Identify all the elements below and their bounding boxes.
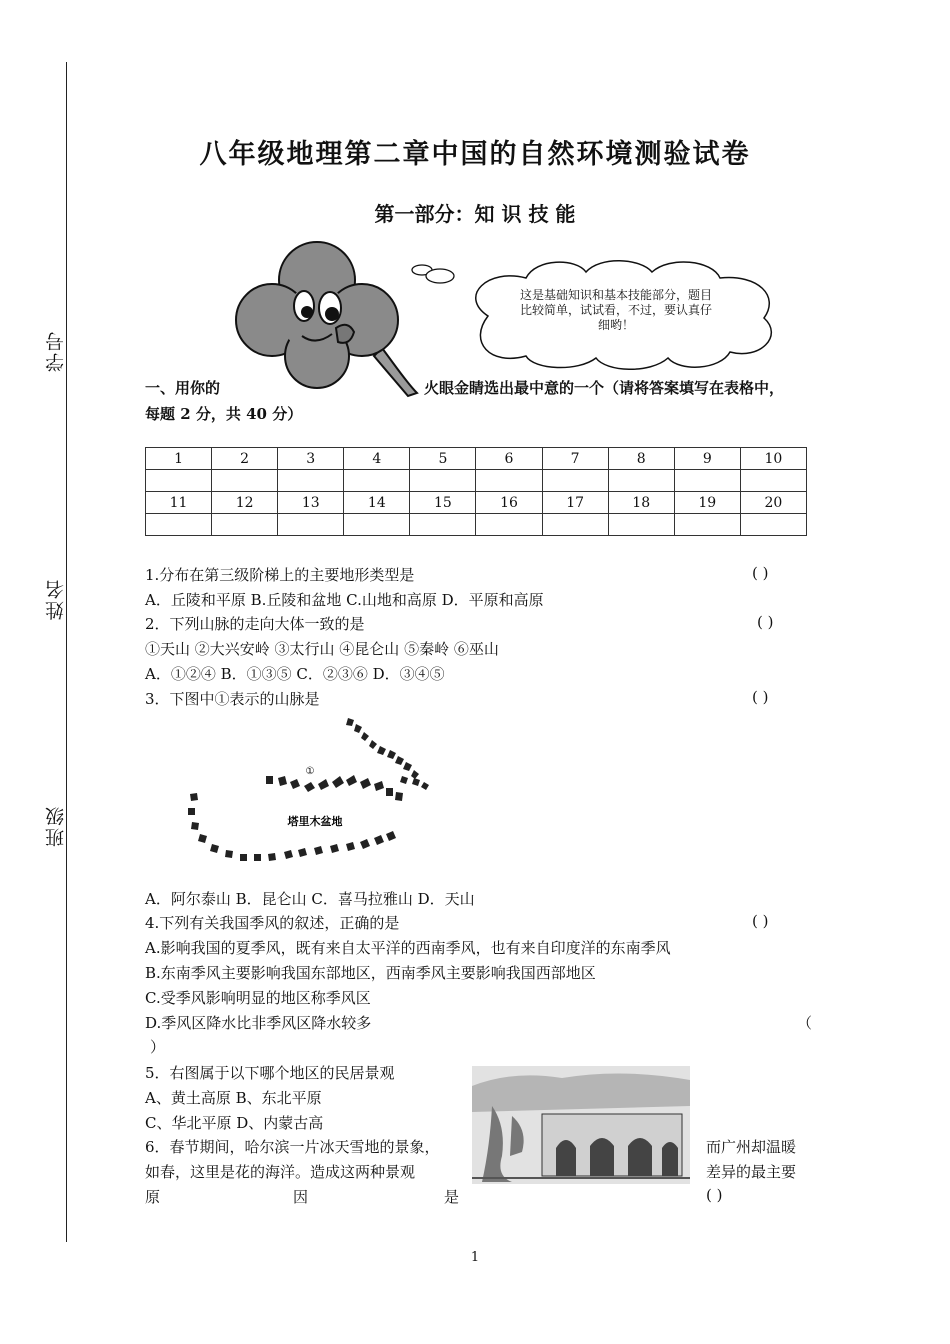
question-4-option-b: B.东南季风主要影响我国东部地区，西南季风主要影响我国西部地区	[145, 964, 596, 982]
table-cell: 10	[740, 448, 806, 470]
answer-cell[interactable]	[278, 470, 344, 492]
table-cell: 19	[674, 492, 740, 514]
answer-cell[interactable]	[608, 514, 674, 536]
table-cell: 1	[146, 448, 212, 470]
class-label: 班级	[45, 805, 67, 847]
answer-cell[interactable]	[278, 514, 344, 536]
answer-cell[interactable]	[146, 470, 212, 492]
table-cell: 7	[542, 448, 608, 470]
question-4-option-a: A.影响我国的夏季风，既有来自太平洋的西南季风，也有来自印度洋的东南季风	[145, 939, 671, 957]
table-cell: 4	[344, 448, 410, 470]
table-cell: 8	[608, 448, 674, 470]
cave-dwelling-illustration	[472, 1066, 690, 1184]
table-cell: 6	[476, 448, 542, 470]
answer-cell[interactable]	[212, 514, 278, 536]
clover-mascot-illustration	[232, 228, 422, 398]
answer-blank[interactable]: ( )	[752, 564, 769, 582]
question-6-char: 因	[293, 1188, 309, 1206]
table-cell: 3	[278, 448, 344, 470]
answer-cell[interactable]	[344, 514, 410, 536]
table-cell: 18	[608, 492, 674, 514]
question-5-options-ab: A、黄土高原 B、东北平原	[145, 1089, 322, 1107]
question-4-stem: 4.下列有关我国季风的叙述，正确的是	[145, 914, 400, 932]
table-cell: 14	[344, 492, 410, 514]
section-instruction-rest: 火眼金睛选出最中意的一个（请将答案填写在表格中，	[424, 379, 785, 397]
answer-cell[interactable]	[740, 514, 806, 536]
map-marker-1: ①	[305, 766, 315, 777]
page-number: 1	[470, 1250, 480, 1265]
answer-row	[146, 470, 807, 492]
table-row	[146, 448, 807, 470]
answer-cell[interactable]	[608, 470, 674, 492]
table-cell: 13	[278, 492, 344, 514]
answer-cell[interactable]	[344, 470, 410, 492]
question-3-stem: 3．下图中①表示的山脉是	[145, 690, 320, 708]
answer-cell[interactable]	[146, 514, 212, 536]
question-6-line2-cont: 差异的最主要	[706, 1163, 797, 1181]
answer-blank-open[interactable]: （	[797, 1014, 813, 1032]
question-5-stem: 5．右图属于以下哪个地区的民居景观	[145, 1064, 395, 1082]
answer-cell[interactable]	[212, 470, 278, 492]
question-3-options: A．阿尔泰山 B．昆仑山 C．喜马拉雅山 D．天山	[145, 890, 475, 908]
exam-title: 八年级地理第二章中国的自然环境测验试卷	[199, 139, 751, 170]
cloud-text: 这是基础知识和基本技能部分，题目比较简单，试试看，不过，要认真仔细哟！	[519, 288, 712, 332]
answer-cell[interactable]	[410, 514, 476, 536]
student-id-label: 学号	[45, 330, 67, 372]
student-id-blank	[66, 336, 67, 372]
table-cell: 2	[212, 448, 278, 470]
table-cell: 15	[410, 492, 476, 514]
table-cell: 16	[476, 492, 542, 514]
question-5-options-cd: C、华北平原 D、内蒙古高	[145, 1114, 324, 1132]
answer-table	[145, 447, 807, 536]
question-6-line1-cont: 而广州却温暖	[706, 1138, 797, 1156]
question-1-options: A．丘陵和平原 B.丘陵和盆地 C.山地和高原 D．平原和高原	[145, 591, 544, 609]
section-instruction-line2: 每题 2 分，共 40 分）	[145, 405, 303, 423]
binding-line	[66, 62, 67, 1242]
table-cell: 11	[146, 492, 212, 514]
map-label: 塔里木盆地	[287, 815, 343, 828]
answer-cell[interactable]	[410, 470, 476, 492]
answer-cell[interactable]	[476, 470, 542, 492]
section-subtitle: 第一部分：知 识 技 能	[374, 202, 576, 226]
question-2-options: A．①②④ B．①③⑤ C．②③⑥ D．③④⑤	[145, 665, 445, 683]
question-2-items: ①天山 ②大兴安岭 ③太行山 ④昆仑山 ⑤秦岭 ⑥巫山	[145, 640, 499, 658]
table-cell: 9	[674, 448, 740, 470]
question-6-line1: 6．春节期间，哈尔滨一片冰天雪地的景象，	[145, 1138, 440, 1156]
answer-blank[interactable]: ( )	[706, 1186, 723, 1204]
answer-cell[interactable]	[674, 470, 740, 492]
question-6-line2: 如春，这里是花的海洋。造成这两种景观	[145, 1163, 416, 1181]
answer-row	[146, 514, 807, 536]
table-cell: 17	[542, 492, 608, 514]
answer-blank[interactable]: ( )	[757, 613, 774, 631]
table-row	[146, 492, 807, 514]
question-4-option-d: D.季风区降水比非季风区降水较多	[145, 1014, 372, 1032]
question-4-option-c: C.受季风影响明显的地区称季风区	[145, 989, 371, 1007]
name-label: 姓名	[45, 578, 67, 620]
answer-cell[interactable]	[542, 514, 608, 536]
table-cell: 5	[410, 448, 476, 470]
answer-cell[interactable]	[740, 470, 806, 492]
question-6-char: 原	[145, 1188, 161, 1206]
section-instruction-start: 一、用你的	[145, 379, 221, 397]
answer-cell[interactable]	[674, 514, 740, 536]
answer-cell[interactable]	[476, 514, 542, 536]
tarim-basin-map	[170, 712, 435, 872]
question-6-char: 是	[444, 1188, 460, 1206]
answer-blank[interactable]: ( )	[752, 688, 769, 706]
question-2-stem: 2．下列山脉的走向大体一致的是	[145, 615, 365, 633]
answer-blank[interactable]: ( )	[752, 912, 769, 930]
table-cell: 20	[740, 492, 806, 514]
answer-blank-close: ）	[150, 1038, 166, 1056]
question-1-stem: 1.分布在第三级阶梯上的主要地形类型是	[145, 566, 415, 584]
answer-cell[interactable]	[542, 470, 608, 492]
table-cell: 12	[212, 492, 278, 514]
